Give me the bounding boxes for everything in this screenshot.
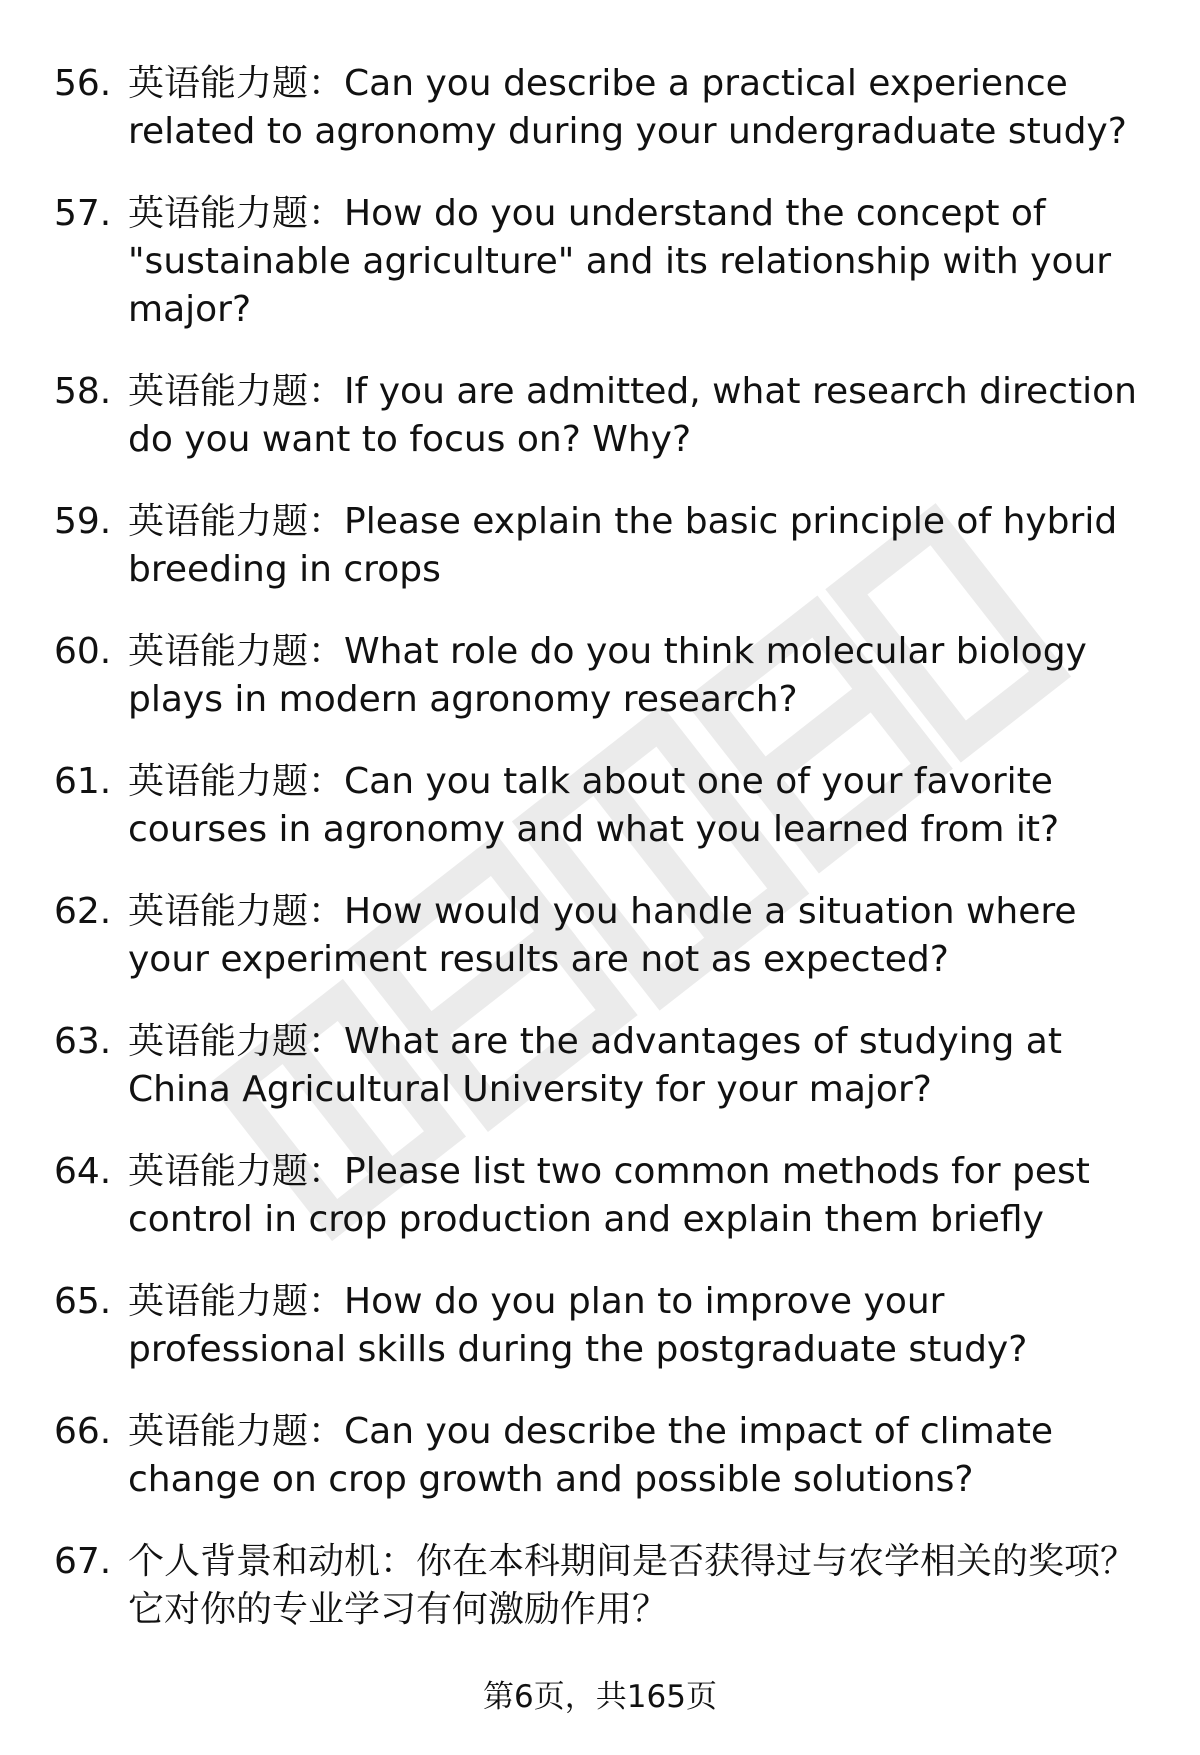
question-body: Can you describe a practical experience related to agronomy during your undergraduate study? (128, 63, 1127, 152)
question-text (128, 1148, 1160, 1244)
question-number: 65. (54, 1281, 112, 1322)
question-number: 62. (54, 891, 112, 932)
question-text (128, 1018, 1160, 1114)
question-item (0, 368, 1200, 464)
question-text (128, 758, 1160, 854)
question-number: 64. (54, 1151, 112, 1192)
question-number: 60. (54, 631, 112, 672)
question-number: 57. (54, 193, 112, 234)
question-category: 英语能力题： (128, 761, 345, 802)
question-number: 56. (54, 63, 112, 104)
question-category: 英语能力题： (128, 371, 345, 412)
question-item (0, 1408, 1200, 1504)
question-body: Please explain the basic principle of hybrid breeding in crops (128, 501, 1118, 590)
question-text (128, 888, 1160, 984)
question-text (128, 368, 1160, 464)
question-category: 英语能力题： (128, 631, 345, 672)
question-category: 英语能力题： (128, 63, 345, 104)
question-item (0, 498, 1200, 594)
question-item (0, 758, 1200, 854)
question-body: How would you handle a situation where your experiment results are not as expected? (128, 891, 1077, 980)
question-item (0, 628, 1200, 724)
question-item (0, 1018, 1200, 1114)
question-text (128, 60, 1160, 156)
question-text (128, 1278, 1160, 1374)
question-item (0, 1148, 1200, 1244)
question-list (0, 60, 1200, 1668)
question-category: 个人背景和动机： (128, 1541, 417, 1582)
question-body: How do you plan to improve your professional skills during the postgraduate study? (128, 1281, 1028, 1370)
question-category: 英语能力题： (128, 1411, 345, 1452)
question-category: 英语能力题： (128, 501, 345, 542)
question-body: Can you describe the impact of climate change on crop growth and possible solutions? (128, 1411, 1054, 1500)
question-number: 58. (54, 371, 112, 412)
page-footer: 第6页，共165页 (483, 1679, 717, 1715)
question-number: 66. (54, 1411, 112, 1452)
question-category: 英语能力题： (128, 891, 345, 932)
question-number: 63. (54, 1021, 112, 1062)
question-item (0, 888, 1200, 984)
question-item (0, 1278, 1200, 1374)
question-item (0, 190, 1200, 334)
question-body: 你在本科期间是否获得过与农学相关的奖项？它对你的专业学习有何激励作用？ (128, 1541, 1137, 1630)
question-body: If you are admitted, what research direction do you want to focus on? Why? (128, 371, 1137, 460)
question-number: 67. (54, 1541, 112, 1582)
question-category: 英语能力题： (128, 1151, 345, 1192)
question-number: 59. (54, 501, 112, 542)
question-item (0, 60, 1200, 156)
question-text (128, 1538, 1160, 1634)
question-body: How do you understand the concept of "sustainable agriculture" and its relationship with your major? (128, 193, 1112, 330)
question-category: 英语能力题： (128, 1281, 345, 1322)
question-text (128, 1408, 1160, 1504)
question-body: Can you talk about one of your favorite courses in agronomy and what you learned from it? (128, 761, 1060, 850)
question-text (128, 628, 1160, 724)
question-text (128, 190, 1160, 334)
question-body: Please list two common methods for pest control in crop production and explain them briefly (128, 1151, 1090, 1240)
question-text (128, 498, 1160, 594)
question-body: What role do you think molecular biology plays in modern agronomy research? (128, 631, 1087, 720)
question-body: What are the advantages of studying at China Agricultural University for your major? (128, 1021, 1062, 1110)
question-number: 61. (54, 761, 112, 802)
question-category: 英语能力题： (128, 193, 345, 234)
question-item (0, 1538, 1200, 1634)
question-category: 英语能力题： (128, 1021, 345, 1062)
